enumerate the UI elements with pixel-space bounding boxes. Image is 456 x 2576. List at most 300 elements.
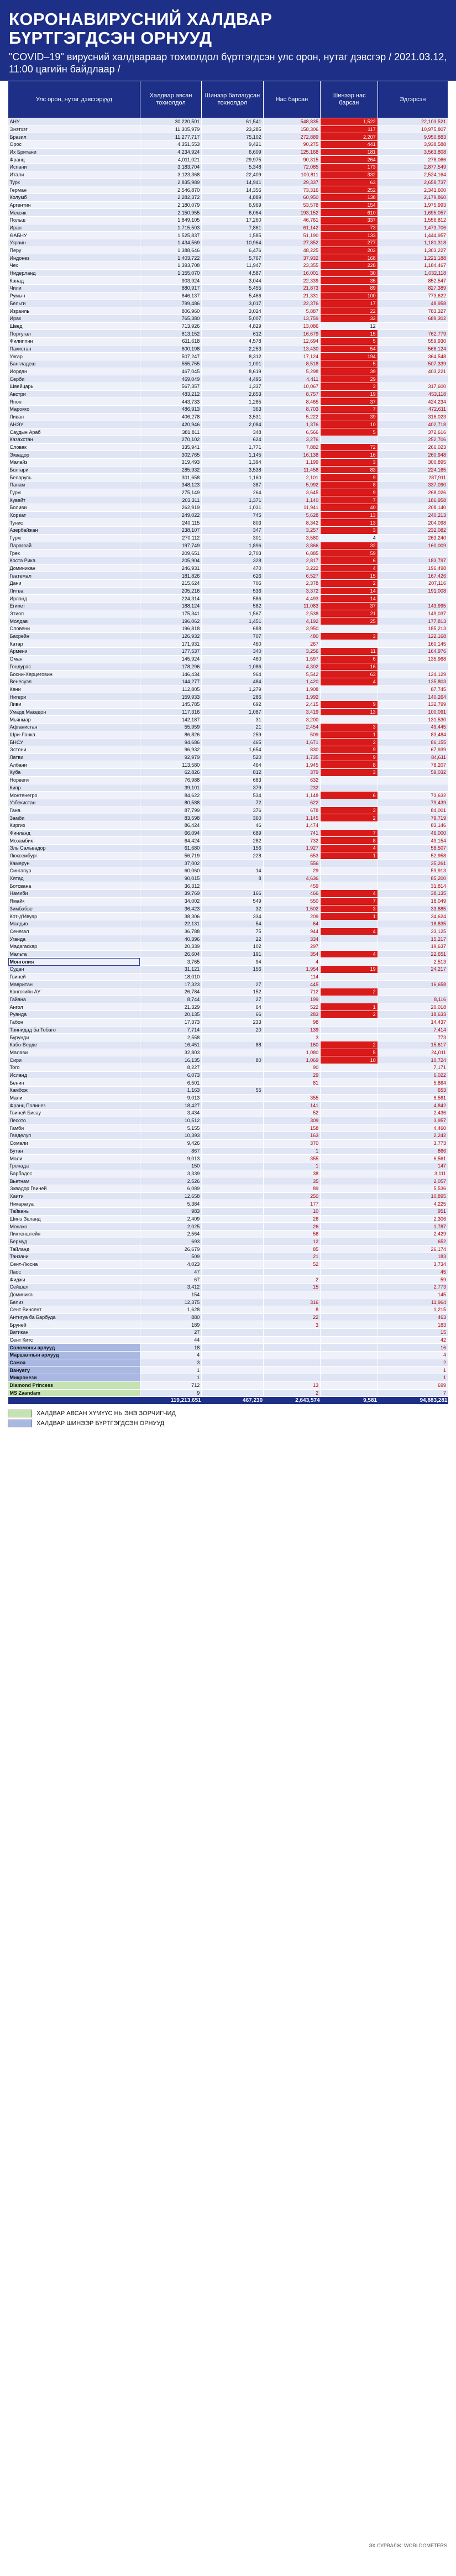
row-total-cases: 18,427 [140,1102,201,1109]
table-row [8,966,448,973]
row-new-cases: 20 [202,1026,263,1034]
row-new-cases: 328 [202,557,263,564]
row-total-cases: 66,094 [140,829,201,837]
row-new-cases: 88 [202,1041,263,1049]
row-new-cases: 191 [202,950,263,958]
row-new-cases: 27 [202,981,263,988]
row-recovered: 124,129 [378,671,448,678]
row-deaths: 1,474 [263,821,320,829]
row-total-cases: 509 [140,1253,201,1261]
row-country-name: Этиоп [8,610,140,617]
row-deaths: 1,954 [263,966,320,973]
row-deaths: 556 [263,860,320,867]
row-new-cases [202,1381,263,1389]
row-deaths: 3,276 [263,436,320,443]
row-recovered: 300,895 [378,458,448,466]
table-row [8,1208,448,1216]
row-new-deaths: 8 [321,837,378,845]
row-recovered: 4,842 [378,1102,448,1109]
row-deaths: 6,527 [263,572,320,580]
row-deaths: 17,124 [263,353,320,360]
title-line-2: БҮРТГЭГДСЭН ОРНУУД [9,28,212,48]
table-row [8,164,448,171]
row-country-name: Малдив [8,920,140,928]
row-country-name: Ирак [8,315,140,322]
row-country-name: Молдав [8,617,140,625]
row-new-cases: 340 [202,648,263,656]
row-recovered: 1,032,118 [378,269,448,277]
table-row [8,383,448,391]
row-recovered: 204,098 [378,519,448,527]
row-new-deaths: 173 [321,164,378,171]
row-country-name: Армени [8,648,140,656]
row-recovered: 33,125 [378,928,448,935]
row-country-name: Ангол [8,1003,140,1011]
row-country-name: Гайана [8,996,140,1003]
table-row [8,617,448,625]
row-recovered: 135,968 [378,655,448,663]
row-deaths: 3,222 [263,564,320,572]
row-recovered: 1,215 [378,1306,448,1313]
row-deaths: 193,152 [263,209,320,217]
row-total-cases: 9,013 [140,1155,201,1163]
header-banner [0,0,456,51]
row-total-cases: 112,805 [140,685,201,693]
row-country-name: Израиль [8,307,140,315]
row-country-name: Хятад [8,875,140,882]
row-total-cases: 2,025 [140,1223,201,1231]
table-row [8,996,448,1003]
legend-blue [8,1418,448,1428]
row-recovered: 59,913 [378,867,448,875]
row-recovered: 15 [378,1329,448,1337]
table-row [8,398,448,406]
row-total-cases: 40,396 [140,935,201,943]
table-row [8,663,448,671]
row-total-cases: 56,719 [140,852,201,860]
row-total-cases: 18 [140,1344,201,1352]
row-recovered: 762,779 [378,330,448,338]
row-new-deaths [321,799,378,807]
row-new-cases: 464 [202,761,263,769]
row-deaths: 64 [263,920,320,928]
row-new-deaths: 9 [321,474,378,481]
row-deaths: 1 [263,1147,320,1155]
row-new-cases: 3,024 [202,307,263,315]
row-deaths: 72,085 [263,164,320,171]
row-deaths: 15 [263,1283,320,1291]
totals-recovered: 94,883,281 [378,1397,448,1405]
table-row [8,474,448,481]
row-recovered: 2,242 [378,1132,448,1140]
row-new-cases: 8,312 [202,353,263,360]
row-total-cases: 8,744 [140,996,201,1003]
row-deaths: 26 [263,1215,320,1223]
row-deaths: 4,636 [263,875,320,882]
row-deaths: 4,411 [263,375,320,383]
row-country-name: Вануату [8,1366,140,1374]
table-row [8,300,448,307]
row-deaths: 2 [263,1276,320,1284]
row-deaths: 1,502 [263,905,320,913]
row-new-cases: 2,853 [202,390,263,398]
row-country-name: Франц Полинез [8,1102,140,1109]
table-row [8,1087,448,1095]
table-row [8,928,448,935]
table-row [8,216,448,224]
row-new-deaths: 154 [321,201,378,209]
row-new-deaths: 40 [321,504,378,512]
row-deaths: 2,454 [263,724,320,731]
row-new-deaths: 194 [321,353,378,360]
row-new-deaths [321,1185,378,1192]
row-country-name: Ирланд [8,595,140,603]
row-deaths: 10 [263,1208,320,1216]
row-total-cases: 1,388,646 [140,247,201,254]
row-new-deaths: 59 [321,549,378,557]
row-total-cases: 880,917 [140,285,201,292]
row-new-deaths: 4 [321,845,378,852]
row-new-deaths: 15 [321,572,378,580]
row-recovered: 83,484 [378,731,448,739]
row-country-name: Кабо-Верде [8,1041,140,1049]
row-deaths: 35 [263,1177,320,1185]
row-country-name: Гренада [8,1162,140,1170]
row-country-name: Бутан [8,1147,140,1155]
row-new-deaths [321,685,378,693]
row-recovered [378,549,448,557]
row-new-cases [202,1268,263,1276]
row-recovered: 240,213 [378,511,448,519]
row-country-name: Филиппин [8,337,140,345]
table-row [8,716,448,724]
row-deaths [263,1366,320,1374]
row-deaths: 209 [263,913,320,920]
row-recovered: 160,009 [378,542,448,549]
row-country-name: Гамби [8,1124,140,1132]
row-recovered: 45 [378,1268,448,1276]
row-new-cases: 228 [202,852,263,860]
row-deaths: 5,992 [263,481,320,489]
row-new-deaths [321,1321,378,1329]
row-total-cases: 30,220,501 [140,118,201,126]
row-recovered: 7,171 [378,1064,448,1071]
table-row [8,118,448,126]
row-total-cases: 1,155,070 [140,269,201,277]
row-recovered: 7 [378,1389,448,1397]
row-total-cases: 406,278 [140,413,201,421]
row-recovered: 5,536 [378,1185,448,1192]
row-total-cases: 113,580 [140,761,201,769]
row-total-cases: 2,835,989 [140,179,201,186]
row-total-cases: 90,015 [140,875,201,882]
row-deaths: 1,199 [263,458,320,466]
row-new-cases: 745 [202,511,263,519]
row-total-cases: 5,384 [140,1200,201,1208]
row-new-cases [202,973,263,981]
table-row [8,564,448,572]
row-total-cases: 39,769 [140,890,201,898]
row-recovered: 18,633 [378,1011,448,1019]
row-new-deaths [321,996,378,1003]
row-new-deaths [321,882,378,890]
row-total-cases: 270,102 [140,436,201,443]
row-new-cases: 334 [202,913,263,920]
title-line-1: КОРОНАВИРУСНИЙ ХАЛДВАР [9,9,272,29]
row-deaths [263,1374,320,1382]
row-country-name: Кот-д'Ивуар [8,913,140,920]
row-recovered: 26,174 [378,1245,448,1253]
table-row [8,1041,448,1049]
row-country-name: Барбадос [8,1170,140,1177]
table-row [8,1139,448,1147]
row-recovered: 372,616 [378,428,448,436]
row-recovered: 260,948 [378,451,448,459]
row-recovered: 10,975,807 [378,125,448,133]
row-new-deaths [321,920,378,928]
row-new-deaths [321,1352,378,1359]
row-recovered: 4,225 [378,1200,448,1208]
table-row [8,625,448,633]
row-new-deaths: 30 [321,269,378,277]
row-deaths: 2,415 [263,700,320,708]
row-new-cases: 3,538 [202,466,263,474]
table-row [8,1389,448,1397]
row-total-cases: 17,323 [140,981,201,988]
row-recovered: 58,507 [378,845,448,852]
row-country-name: Микронези [8,1374,140,1382]
row-recovered: 6,561 [378,1155,448,1163]
row-new-cases: 5,466 [202,292,263,300]
row-new-cases: 582 [202,603,263,610]
table-header-row [8,81,448,118]
table-row [8,1124,448,1132]
row-recovered: 196,498 [378,564,448,572]
row-new-deaths: 32 [321,315,378,322]
row-deaths: 1,376 [263,421,320,428]
table-row [8,1344,448,1352]
row-total-cases: 10,393 [140,1132,201,1140]
row-recovered: 132,799 [378,700,448,708]
row-new-cases: 2,703 [202,549,263,557]
row-country-name: Энэтхэг [8,125,140,133]
row-new-deaths: 63 [321,179,378,186]
col-header-recovered: Эдгэрсэн [378,81,448,118]
row-new-deaths: 1 [321,852,378,860]
row-deaths: 13 [263,1381,320,1389]
row-country-name: Венесуэл [8,678,140,685]
row-new-deaths [321,1177,378,1185]
row-total-cases: 203,311 [140,496,201,504]
row-country-name: Габон [8,1018,140,1026]
row-new-cases: 31 [202,716,263,724]
row-new-cases: 1,285 [202,398,263,406]
row-recovered: 252,706 [378,436,448,443]
row-deaths: 316 [263,1299,320,1306]
row-total-cases: 196,818 [140,625,201,633]
row-recovered: 22,651 [378,950,448,958]
row-deaths: 90 [263,1064,320,1071]
row-deaths: 11,083 [263,603,320,610]
row-total-cases: 3,434 [140,1109,201,1117]
row-new-cases [202,1155,263,1163]
row-country-name: Ливан [8,413,140,421]
table-row [8,572,448,580]
row-total-cases: 60,060 [140,867,201,875]
row-new-cases [202,1359,263,1366]
table-row [8,792,448,799]
row-country-name: Умард Македон [8,708,140,716]
row-new-cases [202,1049,263,1056]
row-country-name: Нидерланд [8,269,140,277]
row-new-cases: 94 [202,958,263,966]
row-new-cases: 379 [202,784,263,792]
row-recovered: 20,018 [378,1003,448,1011]
row-recovered: 263,240 [378,534,448,542]
row-deaths: 8,342 [263,519,320,527]
row-country-name: Антигуа ба Барбуда [8,1313,140,1321]
row-new-deaths: 17 [321,300,378,307]
row-total-cases: 87,799 [140,807,201,814]
table-row [8,330,448,338]
row-total-cases: 10,512 [140,1117,201,1124]
row-new-deaths: 11 [321,648,378,656]
row-new-cases: 4,889 [202,193,263,201]
row-new-deaths: 202 [321,247,378,254]
row-country-name: Гвиней [8,973,140,981]
row-new-cases [202,1139,263,1147]
row-deaths: 21 [263,1253,320,1261]
row-new-cases: 1,585 [202,232,263,239]
row-total-cases: 9 [140,1389,201,1397]
row-new-deaths [321,1245,378,1253]
table-row [8,557,448,564]
row-recovered: 232,082 [378,527,448,535]
row-new-deaths: 2 [321,988,378,996]
row-country-name: Никарагуа [8,1200,140,1208]
row-total-cases: 4,234,924 [140,148,201,156]
row-country-name: Португал [8,330,140,338]
row-recovered: 1 [378,1366,448,1374]
row-recovered: 10,895 [378,1192,448,1200]
row-new-cases: 14 [202,867,263,875]
row-new-deaths: 4 [321,950,378,958]
row-country-name: Словени [8,625,140,633]
table-row [8,171,448,179]
row-recovered: 122,168 [378,632,448,640]
row-new-cases [202,1321,263,1329]
row-country-name: Сингапур [8,867,140,875]
row-total-cases: 61,680 [140,845,201,852]
row-total-cases: 205,216 [140,587,201,595]
row-recovered: 59 [378,1276,448,1284]
table-row [8,1170,448,1177]
table-row [8,731,448,739]
row-recovered: 773 [378,1034,448,1041]
row-recovered: 507,339 [378,360,448,368]
row-recovered: 24,011 [378,1049,448,1056]
row-deaths: 712 [263,988,320,996]
row-new-deaths [321,1079,378,1087]
row-deaths: 509 [263,731,320,739]
row-country-name: АНЭУ [8,421,140,428]
table-row [8,678,448,685]
row-new-cases: 6,476 [202,247,263,254]
row-total-cases: 196,062 [140,617,201,625]
row-deaths: 5,298 [263,368,320,375]
row-new-deaths [321,935,378,943]
table-row [8,988,448,996]
row-deaths: 23,355 [263,262,320,270]
row-total-cases: 285,932 [140,466,201,474]
row-new-deaths: 19 [321,966,378,973]
row-total-cases: 16,451 [140,1041,201,1049]
table-row [8,269,448,277]
row-new-deaths [321,1260,378,1268]
row-new-deaths: 4 [321,678,378,685]
row-recovered: 3,734 [378,1260,448,1268]
table-row [8,1381,448,1389]
row-new-cases [202,1185,263,1192]
row-total-cases: 1,849,105 [140,216,201,224]
row-country-name: Грек [8,549,140,557]
row-recovered: 1,556,812 [378,216,448,224]
row-recovered: 38,135 [378,890,448,898]
row-recovered: 46,000 [378,829,448,837]
row-country-name: Зимбабве [8,905,140,913]
row-recovered: 177,813 [378,617,448,625]
table-row [8,1306,448,1313]
row-new-deaths: 14 [321,587,378,595]
row-country-name: Норвеги [8,776,140,784]
row-new-deaths: 3 [321,905,378,913]
row-total-cases: 600,198 [140,345,201,353]
row-recovered: 67,939 [378,746,448,754]
row-new-deaths: 3 [321,769,378,777]
row-deaths: 830 [263,746,320,754]
row-new-deaths [321,1132,378,1140]
row-country-name: Сент-Люсиа [8,1260,140,1268]
row-country-name: Саудын Араб [8,428,140,436]
row-deaths: 8,757 [263,390,320,398]
row-new-cases: 706 [202,579,263,587]
row-recovered: 472,611 [378,406,448,413]
row-recovered: 59,032 [378,769,448,777]
row-recovered: 2,057 [378,1177,448,1185]
table-row [8,829,448,837]
table-row [8,799,448,807]
row-country-name: Конгогийн АУ [8,988,140,996]
row-total-cases: 31,121 [140,966,201,973]
row-total-cases: 26,784 [140,988,201,996]
row-country-name: Панам [8,481,140,489]
row-deaths: 27,852 [263,239,320,247]
row-new-deaths [321,1253,378,1261]
row-recovered: 1,184,467 [378,262,448,270]
row-new-cases [202,1132,263,1140]
row-new-cases: 707 [202,632,263,640]
row-new-deaths: 2 [321,739,378,746]
row-country-name: Мьянмар [8,716,140,724]
row-recovered: 11,964 [378,1299,448,1306]
row-new-cases: 6,969 [202,201,263,209]
row-total-cases: 1,163 [140,1087,201,1095]
row-new-deaths: 13 [321,511,378,519]
row-new-deaths [321,1139,378,1147]
row-recovered: 207,116 [378,579,448,587]
row-new-deaths [321,1374,378,1382]
col-header-new: Шинээр батлагдсан тохиолдол [202,81,263,118]
